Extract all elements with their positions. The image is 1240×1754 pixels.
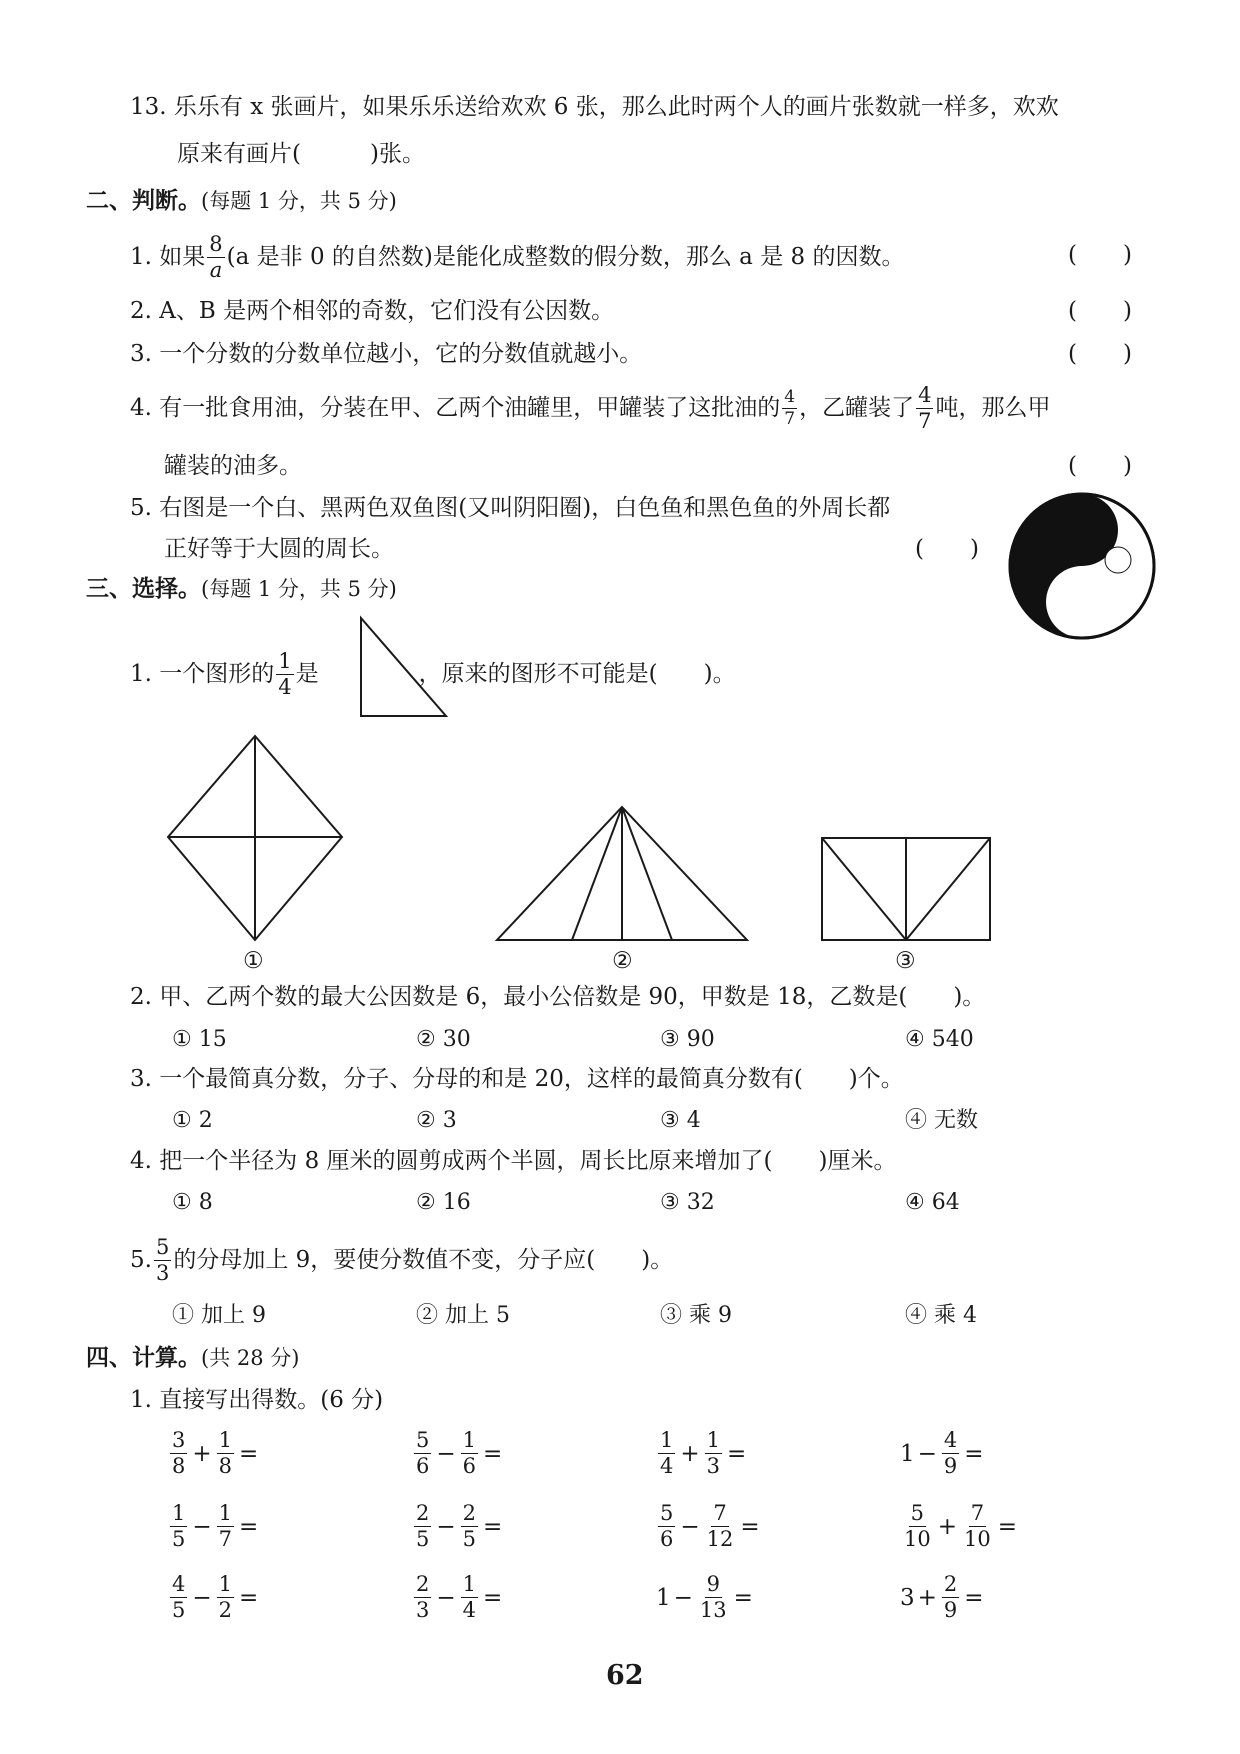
q13-line2: 原来有画片( )张。 bbox=[177, 141, 425, 167]
choice-q2: 2. 甲、乙两个数的最大公因数是 6，最小公倍数是 90，甲数是 18，乙数是( )。 bbox=[130, 984, 986, 1010]
calc-operator: − bbox=[673, 1584, 693, 1611]
calc-fraction-b: $\frac{9}{13}$ bbox=[699, 1572, 727, 1622]
figure-label-3[interactable]: ③ bbox=[895, 948, 916, 974]
choice-q4-option-2[interactable]: ② 16 bbox=[416, 1190, 471, 1215]
calc-answer-blank[interactable] bbox=[505, 1515, 565, 1539]
calc-equals: = bbox=[997, 1513, 1018, 1540]
choice-q5-option-3[interactable]: ③ 乘 9 bbox=[660, 1303, 732, 1328]
section3-title: 三、选择。 bbox=[86, 575, 201, 602]
choice-q3-option-1[interactable]: ① 2 bbox=[172, 1108, 213, 1133]
q13-line1: 13. 乐乐有 x 张画片，如果乐乐送给欢欢 6 张，那么此时两个人的画片张数就一样多，欢欢 bbox=[130, 94, 1059, 120]
section3-heading bbox=[86, 577, 397, 600]
calc-equals: = bbox=[239, 1440, 259, 1467]
calc-operator: + bbox=[192, 1440, 212, 1467]
calc-fraction-b: $\frac{1}{2}$ bbox=[218, 1572, 233, 1622]
judge-4-line2: 罐装的油多。 bbox=[164, 453, 302, 479]
judge-5-line1: 5. 右图是一个白、黑两色双鱼图(又叫阴阳圈)，白色鱼和黑色鱼的外周长都 bbox=[130, 495, 891, 521]
calc-fraction-a: $\frac{3}{8}$ bbox=[172, 1428, 186, 1478]
calc-expression bbox=[900, 1430, 1047, 1477]
judge-1-answer-paren[interactable]: ( ) bbox=[1068, 242, 1132, 268]
choice-q2-option-2[interactable]: ② 30 bbox=[416, 1027, 471, 1052]
calc-operator: − bbox=[436, 1584, 456, 1611]
choice-q2-option-3[interactable]: ③ 90 bbox=[660, 1027, 715, 1052]
calc-operator: + bbox=[937, 1513, 958, 1540]
calc-fraction-b: $\frac{7}{10}$ bbox=[964, 1501, 991, 1551]
choice-q3: 3. 一个最简真分数，分子、分母的和是 20，这样的最简真分数有( )个。 bbox=[130, 1066, 904, 1092]
section3-subtitle: (每题 1 分，共 5 分) bbox=[201, 577, 397, 601]
choice-q2-option-4[interactable]: ④ 540 bbox=[905, 1027, 974, 1052]
calc-operator: + bbox=[917, 1584, 937, 1611]
yin-yang-figure bbox=[1004, 488, 1160, 644]
divided-rectangle-figure bbox=[818, 834, 994, 946]
calc-equals: = bbox=[483, 1584, 503, 1611]
divided-triangle-figure bbox=[492, 802, 752, 947]
calc-fraction-a: $\frac{2}{3}$ bbox=[416, 1572, 430, 1622]
calc-expression bbox=[412, 1430, 565, 1477]
calc-expression bbox=[168, 1574, 321, 1621]
calc-fraction-b: $\frac{2}{5}$ bbox=[462, 1501, 477, 1551]
choice-q3-option-3[interactable]: ③ 4 bbox=[660, 1108, 701, 1133]
calc-expression bbox=[656, 1574, 816, 1621]
choice-q3-option-2[interactable]: ② 3 bbox=[416, 1108, 457, 1133]
choice-q1-mid: 是 bbox=[295, 661, 319, 687]
calc-equals: = bbox=[964, 1584, 984, 1611]
calc-equals: = bbox=[740, 1513, 760, 1540]
calc-fraction-b: $\frac{1}{4}$ bbox=[462, 1572, 477, 1622]
calc-expression bbox=[900, 1574, 1047, 1621]
choice-q5-post: 的分母加上 9，要使分数值不变，分子应( )。 bbox=[173, 1247, 674, 1273]
choice-q3-option-4[interactable]: ④ 无数 bbox=[905, 1108, 978, 1133]
calc-answer-blank[interactable] bbox=[261, 1586, 321, 1610]
calc-fraction-a: $\frac{5}{6}$ bbox=[660, 1501, 674, 1551]
calc-whole-number: 1 bbox=[900, 1440, 915, 1467]
calc-answer-blank[interactable] bbox=[261, 1442, 321, 1466]
yin-yang-black-dot bbox=[1027, 547, 1053, 573]
judge-1-pre: 1. 如果 bbox=[130, 244, 206, 270]
calc-equals: = bbox=[964, 1440, 984, 1467]
choice-q5-pre: 5. bbox=[130, 1247, 152, 1273]
calc-whole-number: 3 bbox=[900, 1584, 915, 1611]
choice-q5-option-4[interactable]: ④ 乘 4 bbox=[905, 1303, 977, 1328]
calc-fraction-a: $\frac{1}{5}$ bbox=[172, 1501, 186, 1551]
calc-operator: − bbox=[436, 1513, 456, 1540]
calc-whole-number: 1 bbox=[656, 1584, 671, 1611]
calc-expression bbox=[656, 1503, 823, 1550]
section4-heading bbox=[86, 1346, 299, 1369]
calc-operator: − bbox=[917, 1440, 937, 1467]
calc-operator: + bbox=[680, 1440, 700, 1467]
choice-q1-post: ，原来的图形不可能是( )。 bbox=[418, 661, 736, 687]
section2-heading bbox=[86, 189, 397, 212]
calc-equals: = bbox=[733, 1584, 753, 1611]
calc-fraction-b: $\frac{2}{9}$ bbox=[943, 1572, 958, 1622]
calc-fraction-b: $\frac{1}{6}$ bbox=[462, 1428, 477, 1478]
calc-expression bbox=[656, 1430, 809, 1477]
section2-subtitle: (每题 1 分，共 5 分) bbox=[201, 189, 397, 213]
judge-item-3: 3. 一个分数的分数单位越小，它的分数值就越小。 bbox=[130, 341, 643, 367]
calc-equals: = bbox=[483, 1440, 503, 1467]
figure-label-1[interactable]: ① bbox=[243, 948, 264, 974]
judge-4-mid: ，乙罐装了 bbox=[799, 395, 915, 421]
judge-item-1 bbox=[130, 234, 904, 281]
judge-4-post: 吨，那么甲 bbox=[935, 395, 1051, 421]
calc-fraction-a: $\frac{4}{5}$ bbox=[172, 1572, 186, 1622]
judge-4-fraction-1: $\frac{4}{7}$ bbox=[784, 387, 796, 429]
yin-yang-white-dot bbox=[1105, 547, 1131, 573]
judge-2-answer-paren[interactable]: ( ) bbox=[1068, 298, 1132, 324]
section4-subtitle: (共 28 分) bbox=[201, 1346, 300, 1370]
judge-1-post: (a 是非 0 的自然数)是能化成整数的假分数，那么 a 是 8 的因数。 bbox=[226, 244, 905, 270]
judge-4-pre: 4. 有一批食用油，分装在甲、乙两个油罐里，甲罐装了这批油的 bbox=[130, 395, 781, 421]
calc-answer-blank[interactable] bbox=[756, 1586, 816, 1610]
calc-fraction-b: $\frac{7}{12}$ bbox=[706, 1501, 734, 1551]
rhombus-figure bbox=[160, 730, 350, 950]
calc-fraction-a: $\frac{1}{4}$ bbox=[660, 1428, 674, 1478]
calc-operator: − bbox=[192, 1513, 212, 1540]
judge-5-line2: 正好等于大圆的周长。 bbox=[164, 536, 394, 562]
choice-q4-option-1[interactable]: ① 8 bbox=[172, 1190, 213, 1215]
judge-4-answer-paren[interactable]: ( ) bbox=[1068, 453, 1132, 479]
calc-answer-blank[interactable] bbox=[505, 1442, 565, 1466]
calc-fraction-a: $\frac{5}{10}$ bbox=[904, 1501, 931, 1551]
calc-expression bbox=[900, 1503, 1080, 1550]
choice-q5-option-1[interactable]: ① 加上 9 bbox=[172, 1303, 266, 1328]
quarter-triangle-figure bbox=[356, 615, 451, 720]
choice-q5 bbox=[130, 1237, 673, 1284]
calc-operator: − bbox=[436, 1440, 456, 1467]
choice-q5-fraction: $\frac{5}{3}$ bbox=[155, 1235, 170, 1285]
calc-answer-blank[interactable] bbox=[987, 1586, 1047, 1610]
judge-item-2: 2. A、B 是两个相邻的奇数，它们没有公因数。 bbox=[130, 298, 615, 324]
judge-item-4 bbox=[130, 385, 1050, 432]
calc-equals: = bbox=[239, 1584, 259, 1611]
judge-4-fraction-2: $\frac{4}{7}$ bbox=[918, 383, 932, 433]
calc-fraction-a: $\frac{2}{5}$ bbox=[416, 1501, 430, 1551]
page-number: 62 bbox=[606, 1660, 644, 1691]
calc-equals: = bbox=[727, 1440, 747, 1467]
calc-equals: = bbox=[483, 1513, 503, 1540]
calc-fraction-b: $\frac{1}{3}$ bbox=[706, 1428, 721, 1478]
calc-operator: − bbox=[192, 1584, 212, 1611]
calc-answer-blank[interactable] bbox=[987, 1442, 1047, 1466]
calc-fraction-b: $\frac{4}{9}$ bbox=[943, 1428, 958, 1478]
judge-3-answer-paren[interactable]: ( ) bbox=[1068, 341, 1132, 367]
calc-fraction-a: $\frac{5}{6}$ bbox=[416, 1428, 430, 1478]
calc-expression bbox=[412, 1503, 565, 1550]
choice-q4-option-3[interactable]: ③ 32 bbox=[660, 1190, 715, 1215]
calc-answer-blank[interactable] bbox=[505, 1586, 565, 1610]
choice-q4: 4. 把一个半径为 8 厘米的圆剪成两个半圆，周长比原来增加了( )厘米。 bbox=[130, 1148, 897, 1174]
section2-title: 二、判断。 bbox=[86, 187, 201, 214]
choice-q5-option-2[interactable]: ② 加上 5 bbox=[416, 1303, 510, 1328]
calc-answer-blank[interactable] bbox=[749, 1442, 809, 1466]
calc-answer-blank[interactable] bbox=[763, 1515, 823, 1539]
calc-expression bbox=[412, 1574, 565, 1621]
calc-answer-blank[interactable] bbox=[261, 1515, 321, 1539]
judge-5-answer-paren[interactable]: ( ) bbox=[915, 536, 979, 562]
calc-fraction-b: $\frac{1}{8}$ bbox=[218, 1428, 233, 1478]
calc-answer-blank[interactable] bbox=[1020, 1515, 1080, 1539]
figure-label-2[interactable]: ② bbox=[612, 948, 633, 974]
calc-fraction-b: $\frac{1}{7}$ bbox=[218, 1501, 233, 1551]
calc-q1-instruction: 1. 直接写出得数。(6 分) bbox=[130, 1387, 384, 1413]
judge-1-fraction: $\frac{8}{a}$ bbox=[209, 232, 223, 282]
calc-operator: − bbox=[680, 1513, 700, 1540]
choice-q1-fraction: $\frac{1}{4}$ bbox=[278, 649, 292, 699]
choice-q1-pre: 1. 一个图形的 bbox=[130, 661, 275, 687]
calc-expression bbox=[168, 1503, 321, 1550]
section4-title: 四、计算。 bbox=[86, 1344, 201, 1371]
calc-equals: = bbox=[239, 1513, 259, 1540]
choice-q2-option-1[interactable]: ① 15 bbox=[172, 1027, 227, 1052]
choice-q4-option-4[interactable]: ④ 64 bbox=[905, 1190, 960, 1215]
calc-expression bbox=[168, 1430, 321, 1477]
